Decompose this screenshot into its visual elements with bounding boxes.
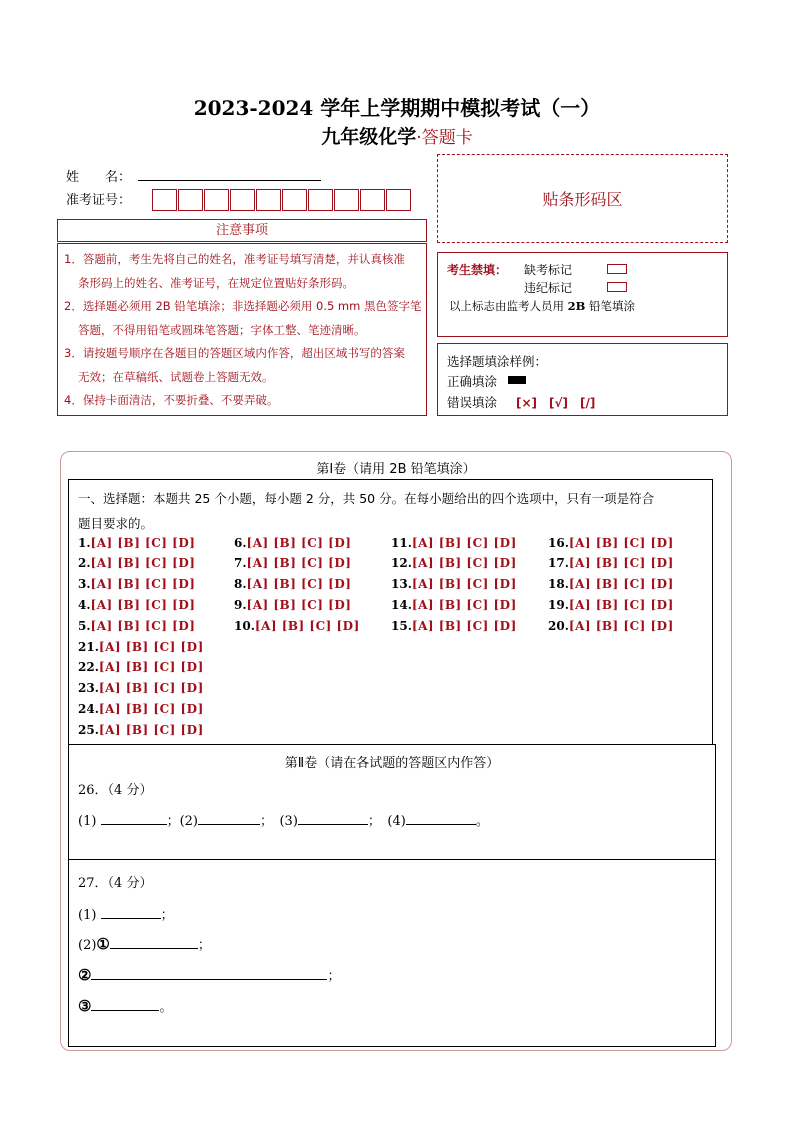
choice-question[interactable]: 1.[A] [B] [C] [D]	[78, 536, 196, 550]
section1-intro	[78, 486, 708, 536]
choice-question[interactable]: 24.[A] [B] [C] [D]	[78, 702, 204, 716]
examiner-note-post: 铅笔填涂	[589, 299, 636, 313]
correct-fill-label: 正确填涂	[447, 374, 498, 389]
notice-item: 无效；在草稿纸、试题卷上答题无效。	[78, 369, 274, 384]
question-27-box	[68, 859, 716, 1047]
q26-part-label: ； (4)	[367, 814, 406, 829]
exam-id-box[interactable]	[152, 189, 177, 211]
q27-line-1: (1) ；	[78, 908, 174, 923]
barcode-area	[437, 154, 728, 243]
q26-blank-3[interactable]	[298, 824, 368, 825]
notice-item: 4．保持卡面清洁，不要折叠、不要弄破。	[64, 393, 279, 407]
exam-id-box[interactable]	[256, 189, 281, 211]
q26-end: 。	[475, 814, 489, 829]
question-26-answers	[78, 810, 489, 829]
choice-question[interactable]: 20.[A] [B] [C] [D]	[548, 619, 674, 633]
notice-item: 1．答题前，考生先将自己的姓名，准考证号填写清楚，并认真核准	[64, 252, 405, 266]
circled-1: ①	[96, 935, 110, 953]
choice-question[interactable]: 11.[A] [B] [C] [D]	[391, 536, 517, 550]
exam-id-box[interactable]	[230, 189, 255, 211]
q26-blank-1[interactable]	[101, 824, 167, 825]
choice-question[interactable]: 21.[A] [B] [C] [D]	[78, 640, 204, 654]
choice-question[interactable]: 17.[A] [B] [C] [D]	[548, 556, 674, 570]
notice-heading: 注意事项	[57, 219, 427, 242]
choice-question[interactable]: 6.[A] [B] [C] [D]	[234, 536, 352, 550]
question-26-label: 26．（4 分）	[78, 783, 153, 798]
choice-question[interactable]: 10.[A] [B] [C] [D]	[234, 619, 360, 633]
choice-question[interactable]: 9.[A] [B] [C] [D]	[234, 598, 352, 612]
choice-question[interactable]: 18.[A] [B] [C] [D]	[548, 577, 674, 591]
subtitle-dot: ·	[416, 128, 422, 148]
q26-blank-2[interactable]	[198, 824, 260, 825]
exam-id-box[interactable]	[282, 189, 307, 211]
name-field[interactable]	[138, 180, 321, 181]
q27-part-label: (2)	[78, 938, 97, 953]
name-label: 姓 名：	[66, 170, 132, 185]
examiner-note-pencil: 2B	[567, 299, 586, 313]
exam-id-box[interactable]	[178, 189, 203, 211]
notice-box	[57, 243, 427, 416]
q27-blank-4[interactable]	[91, 1010, 159, 1011]
violation-mark-box[interactable]	[607, 282, 627, 292]
notice-item: 条形码上的姓名、准考证号，在规定位置贴好条形码。	[78, 275, 354, 290]
notice-item: 3．请按题号顺序在各题目的答题区域内作答，超出区域书写的答案	[64, 346, 405, 360]
q27-blank-3[interactable]	[91, 979, 327, 980]
wrong-fill-label: 错误填涂	[447, 395, 498, 410]
correct-fill-sample	[508, 376, 526, 384]
choice-question[interactable]: 3.[A] [B] [C] [D]	[78, 577, 196, 591]
choice-question[interactable]: 22.[A] [B] [C] [D]	[78, 660, 204, 674]
choice-question[interactable]: 2.[A] [B] [C] [D]	[78, 556, 196, 570]
section1-heading: 第Ⅰ卷（请用 2B 铅笔填涂）	[316, 462, 476, 477]
examiner-only-box	[437, 252, 728, 337]
section2-heading: 第Ⅱ卷（请在各试题的答题区内作答）	[284, 756, 500, 771]
exam-id-box[interactable]	[308, 189, 333, 211]
violation-mark-label: 违纪标记	[524, 281, 573, 295]
page-title: 2023-2024 学年上学期期中模拟考试（一）	[193, 96, 601, 120]
exam-id-box[interactable]	[386, 189, 411, 211]
q27-blank-2[interactable]	[110, 948, 198, 949]
absent-mark-label: 缺考标记	[524, 263, 573, 277]
choice-question[interactable]: 5.[A] [B] [C] [D]	[78, 619, 196, 633]
q26-part-label: ； (3)	[259, 814, 298, 829]
choice-question[interactable]: 12.[A] [B] [C] [D]	[391, 556, 517, 570]
exam-id-box[interactable]	[334, 189, 359, 211]
choice-question[interactable]: 15.[A] [B] [C] [D]	[391, 619, 517, 633]
examiner-note-pre: 以上标志由监考人员用	[449, 299, 564, 313]
examiner-only-label: 考生禁填：	[447, 263, 508, 277]
wrong-fill-samples: [×] [√] [/]	[516, 396, 596, 410]
q27-part-label: (1)	[78, 908, 97, 923]
question-27-label: 27．（4 分）	[78, 876, 153, 891]
exam-id-boxes[interactable]	[152, 189, 412, 211]
fill-sample-box	[437, 343, 728, 416]
circled-3: ③	[78, 997, 92, 1015]
exam-id-label: 准考证号：	[66, 193, 132, 208]
q26-blank-4[interactable]	[406, 824, 476, 825]
q26-part-label: (1)	[78, 814, 97, 829]
notice-item: 答题，不得用铅笔或圆珠笔答题；字体工整、笔迹清晰。	[78, 322, 366, 337]
choice-question[interactable]: 8.[A] [B] [C] [D]	[234, 577, 352, 591]
absent-mark-box[interactable]	[607, 264, 627, 274]
q27-blank-1[interactable]	[101, 918, 161, 919]
exam-id-box[interactable]	[204, 189, 229, 211]
choice-question[interactable]: 19.[A] [B] [C] [D]	[548, 598, 674, 612]
circled-2: ②	[78, 966, 92, 984]
examiner-note	[449, 298, 635, 314]
q27-line-4: ③ 。	[78, 997, 173, 1015]
q27-line-3: ② ；	[78, 966, 341, 984]
choice-question[interactable]: 7.[A] [B] [C] [D]	[234, 556, 352, 570]
choice-question[interactable]: 23.[A] [B] [C] [D]	[78, 681, 204, 695]
section1-intro-line: 题目要求的。	[78, 516, 154, 531]
fill-sample-title: 选择题填涂样例：	[447, 354, 548, 369]
choice-question[interactable]: 4.[A] [B] [C] [D]	[78, 598, 196, 612]
choice-question[interactable]: 13.[A] [B] [C] [D]	[391, 577, 517, 591]
choice-question[interactable]: 25.[A] [B] [C] [D]	[78, 723, 204, 737]
answer-card-label: 答题卡	[421, 128, 473, 148]
barcode-area-label: 贴条形码区	[542, 190, 623, 209]
q27-line-2: (2)① ；	[78, 935, 211, 953]
choice-question[interactable]: 14.[A] [B] [C] [D]	[391, 598, 517, 612]
q26-part-label: ；(2)	[166, 814, 198, 829]
section1-intro-line: 一、选择题：本题共 25 个小题，每小题 2 分，共 50 分。在每小题给出的四个选项中，只有一项是符合	[78, 491, 655, 506]
exam-id-box[interactable]	[360, 189, 385, 211]
page-subtitle	[0, 122, 794, 149]
notice-item: 2．选择题必须用 2B 铅笔填涂；非选择题必须用 0.5 mm 黑色签字笔	[64, 299, 422, 313]
subject-name: 九年级化学	[321, 126, 417, 148]
choice-question[interactable]: 16.[A] [B] [C] [D]	[548, 536, 674, 550]
